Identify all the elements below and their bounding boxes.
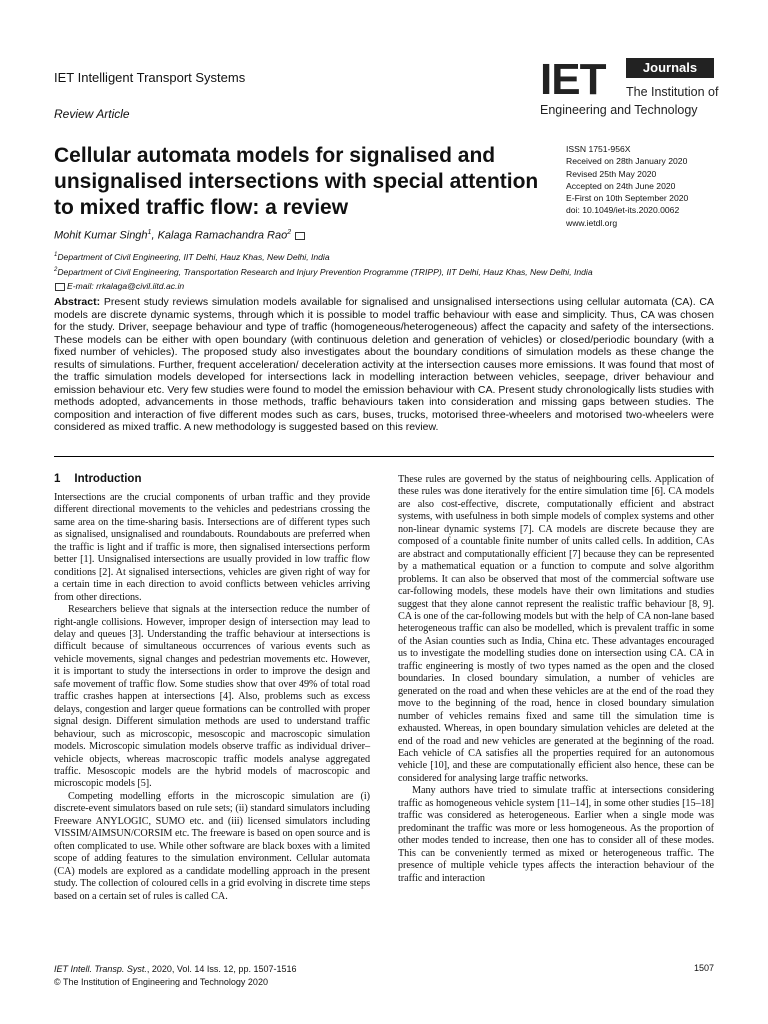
section-number: 1 — [54, 473, 61, 485]
author-name: Kalaga Ramachandra Rao — [157, 229, 288, 242]
affiliation-marker: 1 — [54, 252, 58, 258]
journal-url[interactable]: www.ietdl.org — [566, 217, 618, 228]
section-divider — [54, 456, 714, 457]
journal-abbrev: IET Intell. Transp. Syst. — [54, 964, 147, 974]
received-date: Received on 28th January 2020 — [566, 156, 688, 167]
paragraph: Researchers believe that signals at the intersection reduce the number of right-angle collisions. However, improper design of intersection may lead to delay and queues [3]. Understanding the traffic behaviour at intersections is difficult because of simultaneous occurrences of various events such as vehicle movements, signal changes and pedestrian movements etc. However, it is important to study the intersections in order to improve the design and safe movement of traffic flow. Some studies show that over 49% of total road traffic crashes happen at intersections [4]. Also, problems such as excess delays, congestion and larger queue formations can be controlled with proper signal design. Different simulation methods are used to understand traffic behaviour, such as microscopic, mesoscopic and macroscopic simulation models. Microscopic simulation models observe traffic as individual driver–vehicle objects, whereas macroscopic traffic models analyse aggregated traffic. Mesoscopic models are the hybrid models of macroscopic and microscopic models [5]. — [54, 604, 370, 790]
paragraph: Many authors have tried to simulate traffic at intersections considering traffic as homogeneous vehicle system [11–14], in some other studies [15–18] traffic was considered as heterogeneous. Earlier when a single mode was predominant the traffic was more or less homogeneous. As the proportion of other modes tended to increase, then one has to consider all of these modes. This can be conveniently termed as mixed or heterogeneous traffic. The presence of multiple vehicle types affects the interaction behaviour of the traffic and interaction — [398, 785, 714, 884]
section-title: Introduction — [74, 473, 142, 485]
affiliation-text: Department of Civil Engineering, Transportation Research and Injury Prevention Programme (TRIPP), IIT Delhi, Hauz Khas, New Delhi, India — [57, 267, 593, 278]
logo-mark: IET — [540, 55, 606, 104]
doi[interactable]: doi: 10.1049/iet-its.2020.0062 — [566, 205, 680, 216]
corresponding-email — [54, 280, 593, 294]
affiliations — [54, 249, 593, 294]
affiliation-1 — [54, 249, 593, 264]
abstract — [54, 296, 714, 434]
citation-line — [54, 963, 297, 976]
issn: ISSN 1751-956X — [566, 144, 631, 154]
envelope-icon — [295, 232, 305, 240]
page-number: 1507 — [693, 963, 714, 973]
accepted-date: Accepted on 24th June 2020 — [566, 180, 676, 191]
author-separator: , — [151, 229, 158, 242]
logo-line-1: The Institution of — [626, 85, 719, 99]
affiliation-text: Department of Civil Engineering, IIT Delhi, Hauz Khas, New Delhi, India — [57, 251, 330, 262]
iet-logo — [540, 55, 719, 120]
envelope-icon — [55, 283, 65, 291]
affiliation-marker: 2 — [287, 229, 292, 236]
paragraph: Intersections are the crucial components of urban traffic and they provide different directional movements to the vehicles and pedestrians crossing the same area on the time-sharing basis. Intersections are of different types such as signalised, unsignalised and roundabouts. Roundabouts are preferred when the traffic is light and if traffic is more, then signalised intersections perform better [1]. Unsignalised intersections are usually provided in low traffic flow conditions [2]. At signalised intersections, vehicles are given right of way for a certain time in each direction to avoid conflicts between vehicles arriving from other directions. — [54, 492, 370, 603]
copyright-line: © The Institution of Engineering and Technology 2020 — [54, 977, 268, 987]
article-type: Review Article — [54, 107, 130, 121]
column-right — [398, 474, 714, 885]
abstract-label: Abstract: — [54, 296, 101, 308]
paragraph: Competing modelling efforts in the microscopic simulation are (i) discrete-event simulators based on rule sets; (ii) standard simulators including Freeware ANYLOGIC, SUMO etc. and (iii) licensed simulators including VISSIM/AIMSUN/CORSIM etc. The freeware is based on open source and is often complicated to use. While other software are black boxes with a limited scope of adding features to the simulation environment. Cellular automata (CA) models are explored as a candidate modelling approach in the present study. The collection of coloured cells in a grid evolving in discrete time steps based on a certain set of rules is called CA. — [54, 790, 370, 902]
column-left — [54, 473, 370, 903]
journal-name: IET Intelligent Transport Systems — [54, 70, 246, 85]
affiliation-2 — [54, 264, 593, 279]
article-metadata — [566, 143, 688, 229]
affiliation-marker: 1 — [147, 229, 152, 236]
article-title: Cellular automata models for signalised and unsignalised intersections with special attention to mixed traffic flow: a review — [54, 144, 539, 219]
section-heading — [54, 473, 370, 485]
citation-details: , 2020, Vol. 14 Iss. 12, pp. 1507-1516 — [146, 964, 297, 974]
efirst-date: E-First on 10th September 2020 — [566, 193, 689, 204]
affiliation-marker: 2 — [54, 267, 58, 274]
email-text[interactable]: E-mail: rrkalaga@civil.iitd.ac.in — [67, 280, 185, 291]
paragraph: These rules are governed by the status of neighbouring cells. Application of these rules was done iteratively for the entire simulation time [6]. CA models are also cost-effective, discrete, computationally efficient and abstract systems, with usefulness in both simple models of complex systems and other non-linear dynamic systems [7]. CA models are discrete because they are composed of a countable finite number of units called cells. In addition, CAs are abstract and computationally efficient [7] because they can be represented by a mathematical equation or a function to compute and solve algorithm problems. It can also be observed that most of the commercial software use car-following models, these models have their own limitations and studies suggest that they alone cannot represent the realistic traffic behaviour [8, 9]. CA is one of the car-following models but with the help of CA non-lane based heterogeneous traffic can also be modelled, which is prevalent traffic in some of the Asian counties such as India, China etc. These advantages encouraged us to investigate the modelling studies done on intersection using CA. CA in traffic engineering is mostly of two types named as the open and the closed boundaries. In closed boundary simulation, a number of vehicles are generated on the road and when these vehicles are at the end of the road they move to the beginning of the road, hence in closed boundary simulation number of vehicles remains fixed and same till the simulation time is exhausted. Whereas, in open boundary simulation vehicles are deleted at the end of the road and new vehicles are generated at the beginning of the road. Each vehicle of CA satisfies all the properties required for an autonomous vehicle [10], and these are computationally efficient also hence, these can be considered for analysing large traffic networks. — [398, 474, 714, 784]
logo-line-2: Engineering and Technology — [540, 103, 698, 117]
author-name: Mohit Kumar Singh — [54, 229, 148, 242]
journals-badge: Journals — [626, 58, 714, 78]
footer-citation — [54, 963, 297, 989]
abstract-text: Present study reviews simulation models available for signalised and unsignalised intersections using cellular automata (CA). CA models are discrete dynamic systems, through which it is possible to model traffic behaviour with ease and simplicity. Thus, CA was chosen for the study. Driver, seepage behaviour and type of traffic (homogeneous/heterogeneous) affect the capacity and safety of the intersections. These models can be either with open boundary (with continuous deletion and generation of vehicles) or closed/periodic boundary (with a fixed number of vehicles). The proposed study also investigates about the boundary conditions of simulation models as these change the results of simulations. Further, frequent acceleration/ deceleration activity at the intersection causes more emissions. It was found that most of the traffic simulation models developed for intersections lack in modelling interaction between vehicles, seepage, driver behaviour and emission behaviour etc. Very few studies were found to model the emission behaviour with CA. Present study chronologically lists studies with methods adopted, advancements in those methods, traffic behaviours taken into consideration and missing gaps between studies. The composition and interaction of five different modes such as cars, buses, trucks, motorised three-wheelers and motorised two-wheelers were considered as mixed traffic. A new methodology is suggested based on this review. — [54, 296, 714, 434]
author-list — [54, 229, 307, 242]
revised-date: Revised 25th May 2020 — [566, 168, 657, 179]
